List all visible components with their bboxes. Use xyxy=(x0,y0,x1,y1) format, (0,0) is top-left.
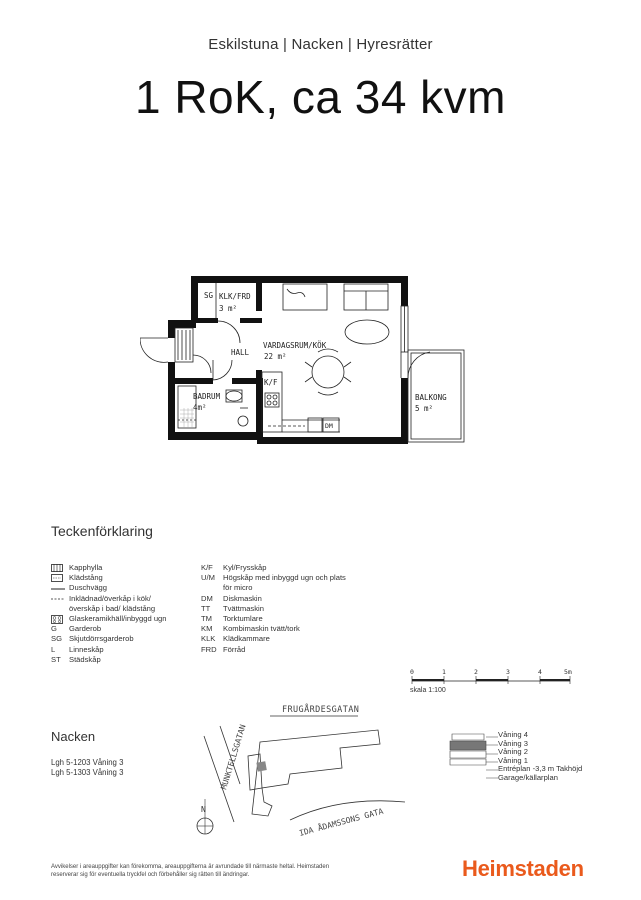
scale-tick: 2 xyxy=(474,668,478,676)
scale-label: skala 1:100 xyxy=(410,687,446,694)
legend-item: KM Kombimaskin tvätt/tork xyxy=(201,624,300,634)
floor-label: Garage/källarplan xyxy=(498,772,558,782)
scale-tick: 5m xyxy=(564,668,572,676)
legend-item: Kapphylla xyxy=(51,563,201,573)
site-map xyxy=(190,696,420,846)
legend-item: ST Städskåp xyxy=(51,654,101,664)
floor-list xyxy=(498,731,582,783)
disclaimer: Avvikelser i areauppgifter kan förekomma, areauppgifterna är avrundade till närmaste heltal. Heimstaden reserverar sig för eventuella tryckfel och förbehåller sig rätten till ändringar. xyxy=(51,864,330,878)
legend-item: SG Skjutdörrsgarderob xyxy=(51,634,134,644)
room-kf-label: K/F xyxy=(264,378,278,387)
room-bath-area: 4m² xyxy=(193,403,207,412)
legend-symbols xyxy=(51,563,201,665)
floor-label: Våning 1 xyxy=(498,755,528,765)
scale-tick: 0 xyxy=(410,668,414,676)
legend-item: TT Tvättmaskin xyxy=(201,603,264,613)
scale-tick: 4 xyxy=(538,668,542,676)
room-balcony-area: 5 m² xyxy=(415,404,434,413)
legend-item: Glaskeramikhäll/inbyggd ugn xyxy=(51,614,201,624)
room-living-label: VARDAGSRUM/KÖK xyxy=(263,341,327,350)
street-label: MUNKTELLSGATAN xyxy=(219,723,248,791)
page-subtitle: Eskilstuna | Nacken | Hyresrätter xyxy=(208,36,433,53)
floor-label: Våning 4 xyxy=(498,730,528,739)
north-label: N xyxy=(201,805,206,814)
brand-logo: Heimstaden xyxy=(462,856,584,881)
legend-item: Duschvägg xyxy=(51,583,201,593)
street-label: FRUGÅRDESGATAN xyxy=(282,705,360,715)
legend-item: U/M Högskåp med inbyggd ugn och plats för micro xyxy=(201,573,346,593)
page-title: 1 RoK, ca 34 kvm xyxy=(134,71,507,123)
hob-icon xyxy=(51,614,69,624)
hat-rack-icon xyxy=(51,563,69,573)
room-dm-label: DM xyxy=(325,422,333,430)
room-sg-label: SG xyxy=(204,291,214,300)
legend-abbreviations xyxy=(201,563,361,655)
shower-wall-icon xyxy=(51,584,69,594)
floor-label: Våning 3 xyxy=(498,738,528,748)
legend-item: K/F Kyl/Frysskåp xyxy=(201,563,267,572)
room-bath-label: BADRUM xyxy=(193,392,221,401)
room-living-area: 22 m² xyxy=(264,352,287,361)
clothes-rail-icon xyxy=(51,573,69,583)
apartment-line: Lgh 5-1303 Våning 3 xyxy=(51,768,124,777)
scale-tick: 3 xyxy=(506,668,510,676)
legend-item: L Linneskåp xyxy=(51,644,104,654)
legend-item: Klädstång xyxy=(51,573,201,583)
street-label: IDA ÅDAMSSONS GATA xyxy=(298,806,385,838)
room-hall-label: HALL xyxy=(231,348,250,357)
floor-label: Våning 2 xyxy=(498,747,528,757)
legend-item: FRD Förråd xyxy=(201,644,246,654)
legend-item: G Garderob xyxy=(51,624,102,634)
legend-item: DM Diskmaskin xyxy=(201,593,262,603)
scale-tick: 1 xyxy=(442,668,446,676)
location-heading: Nacken xyxy=(51,729,96,744)
floor-plan xyxy=(140,270,470,450)
dashed-line-icon xyxy=(51,594,69,604)
room-klk-label: KLK/FRD xyxy=(219,292,251,301)
apartment-line: Lgh 5-1203 Våning 3 xyxy=(51,758,124,767)
room-klk-area: 3 m² xyxy=(219,304,238,313)
legend-heading: Teckenförklaring xyxy=(51,523,153,539)
room-balcony-label: BALKONG xyxy=(415,393,447,402)
legend-item: TM Torktumlare xyxy=(201,614,263,624)
floor-indicator xyxy=(440,728,500,790)
floor-label: Entréplan -3,3 m Takhöjd xyxy=(498,764,583,774)
plan-walls xyxy=(168,276,408,444)
legend-item: KLK Klädkammare xyxy=(201,634,270,644)
legend-item: Inklädnad/överkåp i kök/överskåp i bad/ klädstång xyxy=(51,594,201,614)
